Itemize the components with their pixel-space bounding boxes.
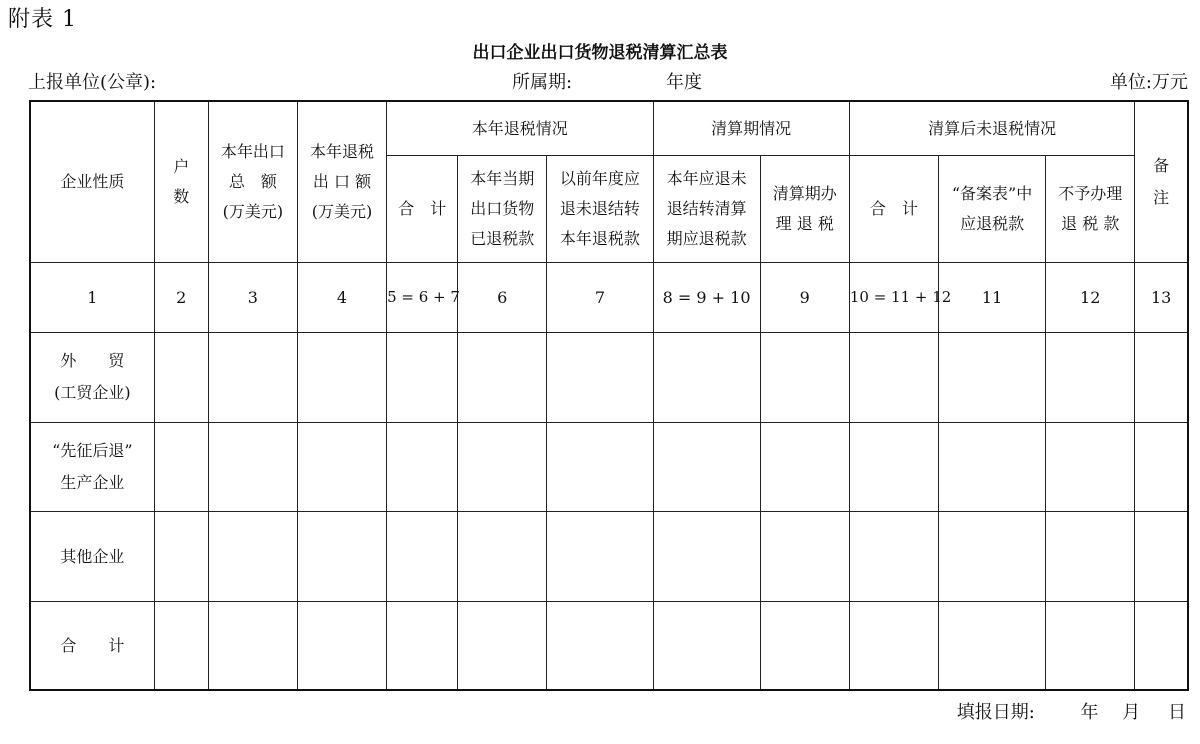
group-settlement-period: 清算期情况 [653,101,849,155]
unit-label: 单位:万元 [1109,72,1188,93]
col-number: 12 [1046,262,1135,332]
table-cell[interactable] [938,422,1045,511]
table-cell[interactable] [653,332,760,422]
table-cell[interactable] [653,422,760,511]
col-settle-processed: 清算期办 理 退 税 [760,155,849,262]
table-cell[interactable] [387,511,458,601]
col-number: 11 [938,262,1045,332]
table-cell[interactable] [760,332,849,422]
col-households: 户 数 [154,101,208,262]
table-cell[interactable] [849,511,938,601]
table-cell[interactable] [297,422,386,511]
fill-date-month: 月 [1122,702,1141,723]
col-number: 7 [547,262,653,332]
table-cell[interactable] [1046,332,1135,422]
col-not-processed: 不予办理 退 税 款 [1046,155,1135,262]
col-number: 9 [760,262,849,332]
table-cell[interactable] [208,422,297,511]
table-row [30,422,1188,511]
table-cell[interactable] [849,332,938,422]
col-number: 1 [30,262,154,332]
col-number: 4 [297,262,386,332]
table-row [30,601,1188,690]
fill-date-year: 年 [1080,702,1099,723]
table-cell[interactable] [297,511,386,601]
table-cell[interactable] [760,422,849,511]
table-cell[interactable] [387,422,458,511]
table-cell[interactable] [387,332,458,422]
col-number: 10 = 11 + 12 [849,262,938,332]
table-row [30,511,1188,601]
table-cell[interactable] [547,601,653,690]
table-cell[interactable] [1046,511,1135,601]
header-row-1 [30,101,1188,155]
table-cell[interactable] [1135,601,1188,690]
table-cell[interactable] [547,332,653,422]
reporting-unit-label: 上报单位(公章): [28,72,157,93]
col-current-total: 合 计 [387,155,458,262]
col-number: 8 = 9 + 10 [653,262,760,332]
table-cell[interactable] [1135,422,1188,511]
col-enterprise-type: 企业性质 [30,101,154,262]
table-cell[interactable] [760,601,849,690]
col-number: 6 [458,262,547,332]
col-after-total: 合 计 [849,155,938,262]
table-cell[interactable] [849,422,938,511]
year-label: 年度 [666,72,702,93]
table-cell[interactable] [938,601,1045,690]
fill-date-day: 日 [1168,702,1186,723]
table-cell[interactable] [458,332,547,422]
page-title: 出口企业出口货物退税清算汇总表 [472,43,728,63]
col-number: 2 [154,262,208,332]
col-number: 3 [208,262,297,332]
fill-date-label: 填报日期: [956,702,1035,723]
column-number-row [30,262,1188,332]
table-cell[interactable] [208,332,297,422]
group-after-settlement: 清算后未退税情况 [849,101,1134,155]
table-cell[interactable] [849,601,938,690]
table-cell[interactable] [1135,332,1188,422]
table-cell[interactable] [653,601,760,690]
group-current-year-refund: 本年退税情况 [387,101,653,155]
row-label-foreign-trade: 外 贸 (工贸企业) [30,332,154,422]
col-number: 13 [1135,262,1188,332]
col-current-refunded: 本年当期 出口货物 已退税款 [458,155,547,262]
row-label-other: 其他企业 [30,511,154,601]
table-cell[interactable] [458,601,547,690]
col-filed-due: “备案表”中 应退税款 [938,155,1045,262]
table-cell[interactable] [154,332,208,422]
table-cell[interactable] [154,601,208,690]
table-cell[interactable] [297,601,386,690]
table-cell[interactable] [547,511,653,601]
summary-table [29,100,1189,691]
table-cell[interactable] [458,511,547,601]
table-cell[interactable] [760,511,849,601]
col-export-total: 本年出口 总 额 (万美元) [208,101,297,262]
table-cell[interactable] [297,332,386,422]
table-cell[interactable] [387,601,458,690]
appendix-label: 附表 1 [8,7,77,32]
col-number: 5 = 6 + 7 [387,262,458,332]
table-cell[interactable] [938,332,1045,422]
table-cell[interactable] [547,422,653,511]
table-cell[interactable] [938,511,1045,601]
table-cell[interactable] [154,511,208,601]
period-label: 所属期: [512,72,573,93]
row-label-total: 合 计 [30,601,154,690]
table-cell[interactable] [458,422,547,511]
fill-date [957,698,1186,724]
table-cell[interactable] [1046,601,1135,690]
table-cell[interactable] [1135,511,1188,601]
table-row [30,332,1188,422]
table-cell[interactable] [208,601,297,690]
col-settle-due: 本年应退未 退结转清算 期应退税款 [653,155,760,262]
col-prior-carryover: 以前年度应 退未退结转 本年退税款 [547,155,653,262]
col-refund-export: 本年退税 出 口 额 (万美元) [297,101,386,262]
table-cell[interactable] [208,511,297,601]
row-label-levy-then-refund: “先征后退” 生产企业 [30,422,154,511]
col-remarks: 备 注 [1135,101,1188,262]
table-cell[interactable] [1046,422,1135,511]
table-cell[interactable] [653,511,760,601]
table-cell[interactable] [154,422,208,511]
